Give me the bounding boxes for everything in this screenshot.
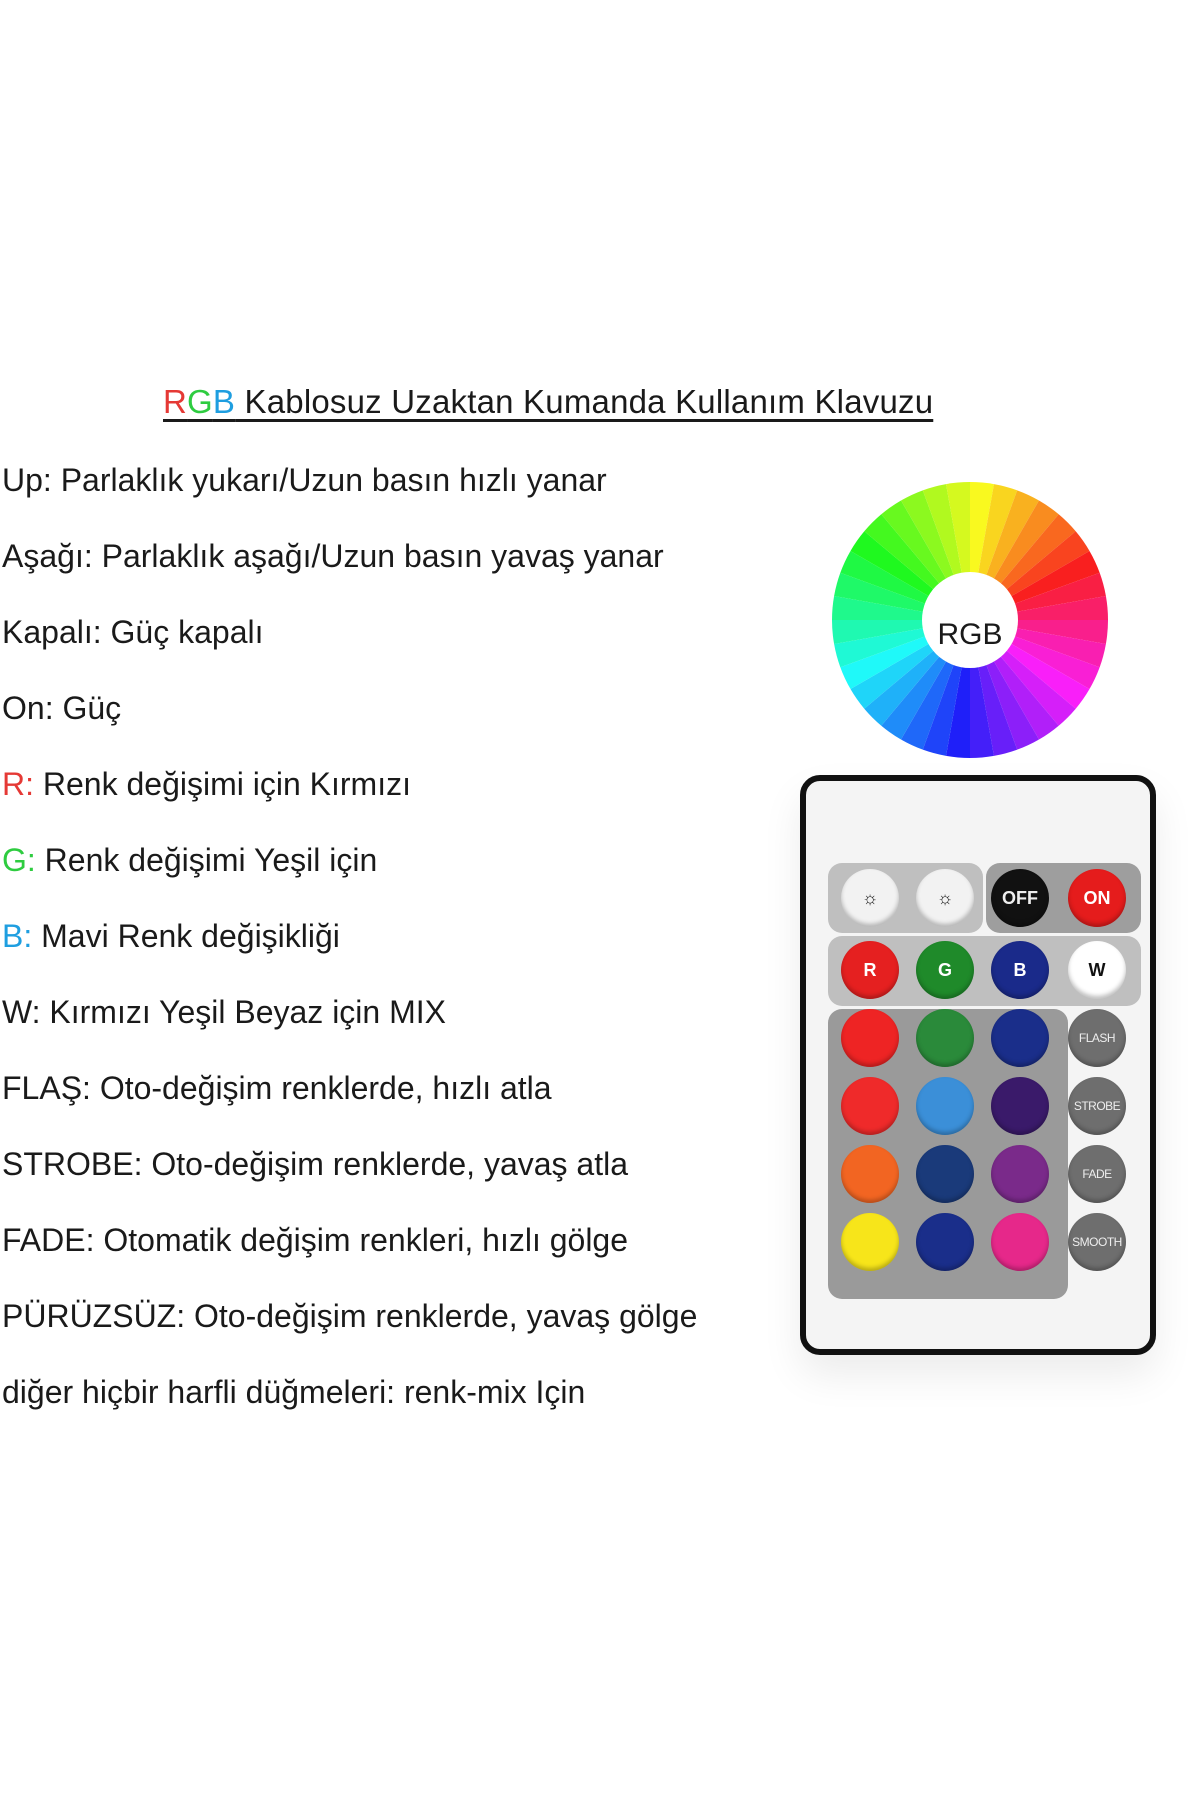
instruction-key: FADE:: [2, 1222, 95, 1258]
instruction-text: diğer hiçbir harfli düğmeleri: renk-mix Için: [2, 1374, 586, 1410]
color-button[interactable]: [916, 1145, 974, 1203]
instruction-text: Oto-değişim renklerde, hızlı atla: [90, 1070, 552, 1106]
b-button[interactable]: B: [991, 941, 1049, 999]
brightness-up-button[interactable]: ☼: [841, 869, 899, 927]
wheel-center: [922, 572, 1018, 668]
instruction-text: Parlaklık yukarı/Uzun basın hızlı yanar: [51, 462, 607, 498]
color-button[interactable]: [841, 1145, 899, 1203]
color-button[interactable]: [916, 1213, 974, 1271]
instruction-key: Kapalı:: [2, 614, 102, 650]
instruction-text: Parlaklık aşağı/Uzun basın yavaş yanar: [92, 538, 664, 574]
off-button[interactable]: OFF: [991, 869, 1049, 927]
instruction-up: [2, 460, 607, 500]
instruction-key: FLAŞ:: [2, 1070, 91, 1106]
instruction-down: [2, 536, 664, 576]
instruction-key: W:: [2, 994, 41, 1030]
r-button[interactable]: R: [841, 941, 899, 999]
fade-button[interactable]: FADE: [1068, 1145, 1126, 1203]
instruction-flash: [2, 1068, 552, 1108]
instruction-fade: [2, 1220, 628, 1260]
instruction-off: [2, 612, 263, 652]
color-button[interactable]: [916, 1077, 974, 1135]
color-button[interactable]: [841, 1213, 899, 1271]
instruction-key: R:: [2, 766, 34, 802]
instruction-text: Otomatik değişim renkleri, hızlı gölge: [94, 1222, 629, 1258]
instruction-green: [2, 840, 377, 880]
guide-title: [163, 383, 933, 421]
instruction-text: Mavi Renk değişikliği: [32, 918, 340, 954]
instruction-key: PÜRÜZSÜZ:: [2, 1298, 186, 1334]
w-button[interactable]: W: [1068, 941, 1126, 999]
instruction-on: [2, 688, 121, 728]
wheel-label: RGB: [937, 618, 1003, 651]
instruction-text: Güç: [53, 690, 122, 726]
color-button[interactable]: [841, 1077, 899, 1135]
instruction-red: [2, 764, 411, 804]
brightness-down-button[interactable]: ☼: [916, 869, 974, 927]
title-g: G: [187, 383, 213, 420]
instruction-text: Renk değişimi için Kırmızı: [34, 766, 411, 802]
instruction-key: G:: [2, 842, 36, 878]
instruction-text: Güç kapalı: [101, 614, 264, 650]
on-button[interactable]: ON: [1068, 869, 1126, 927]
instruction-key: STROBE:: [2, 1146, 143, 1182]
instruction-key: On:: [2, 690, 54, 726]
instruction-smooth: [2, 1296, 697, 1336]
title-b: B: [212, 383, 236, 420]
color-button[interactable]: [916, 1009, 974, 1067]
instruction-key: Up:: [2, 462, 52, 498]
strobe-button[interactable]: STROBE: [1068, 1077, 1126, 1135]
instruction-text: Kırmızı Yeşil Beyaz için MIX: [40, 994, 446, 1030]
instruction-blue: [2, 916, 340, 956]
color-button[interactable]: [991, 1077, 1049, 1135]
color-button[interactable]: [991, 1009, 1049, 1067]
instruction-strobe: [2, 1144, 628, 1184]
color-button[interactable]: [991, 1145, 1049, 1203]
instruction-text: Renk değişimi Yeşil için: [35, 842, 378, 878]
color-button[interactable]: [841, 1009, 899, 1067]
color-button[interactable]: [991, 1213, 1049, 1271]
remote-control: [800, 775, 1156, 1355]
title-r: R: [163, 383, 188, 420]
flash-button[interactable]: FLASH: [1068, 1009, 1126, 1067]
instruction-key: B:: [2, 918, 33, 954]
instruction-key: Aşağı:: [2, 538, 93, 574]
instruction-other: [2, 1372, 585, 1412]
instruction-white: [2, 992, 446, 1032]
color-wheel-icon: [830, 480, 1110, 760]
smooth-button[interactable]: SMOOTH: [1068, 1213, 1126, 1271]
instruction-text: Oto-değişim renklerde, yavaş gölge: [185, 1298, 698, 1334]
g-button[interactable]: G: [916, 941, 974, 999]
title-rest: Kablosuz Uzaktan Kumanda Kullanım Klavuzu: [235, 383, 934, 420]
instruction-text: Oto-değişim renklerde, yavaş atla: [142, 1146, 629, 1182]
